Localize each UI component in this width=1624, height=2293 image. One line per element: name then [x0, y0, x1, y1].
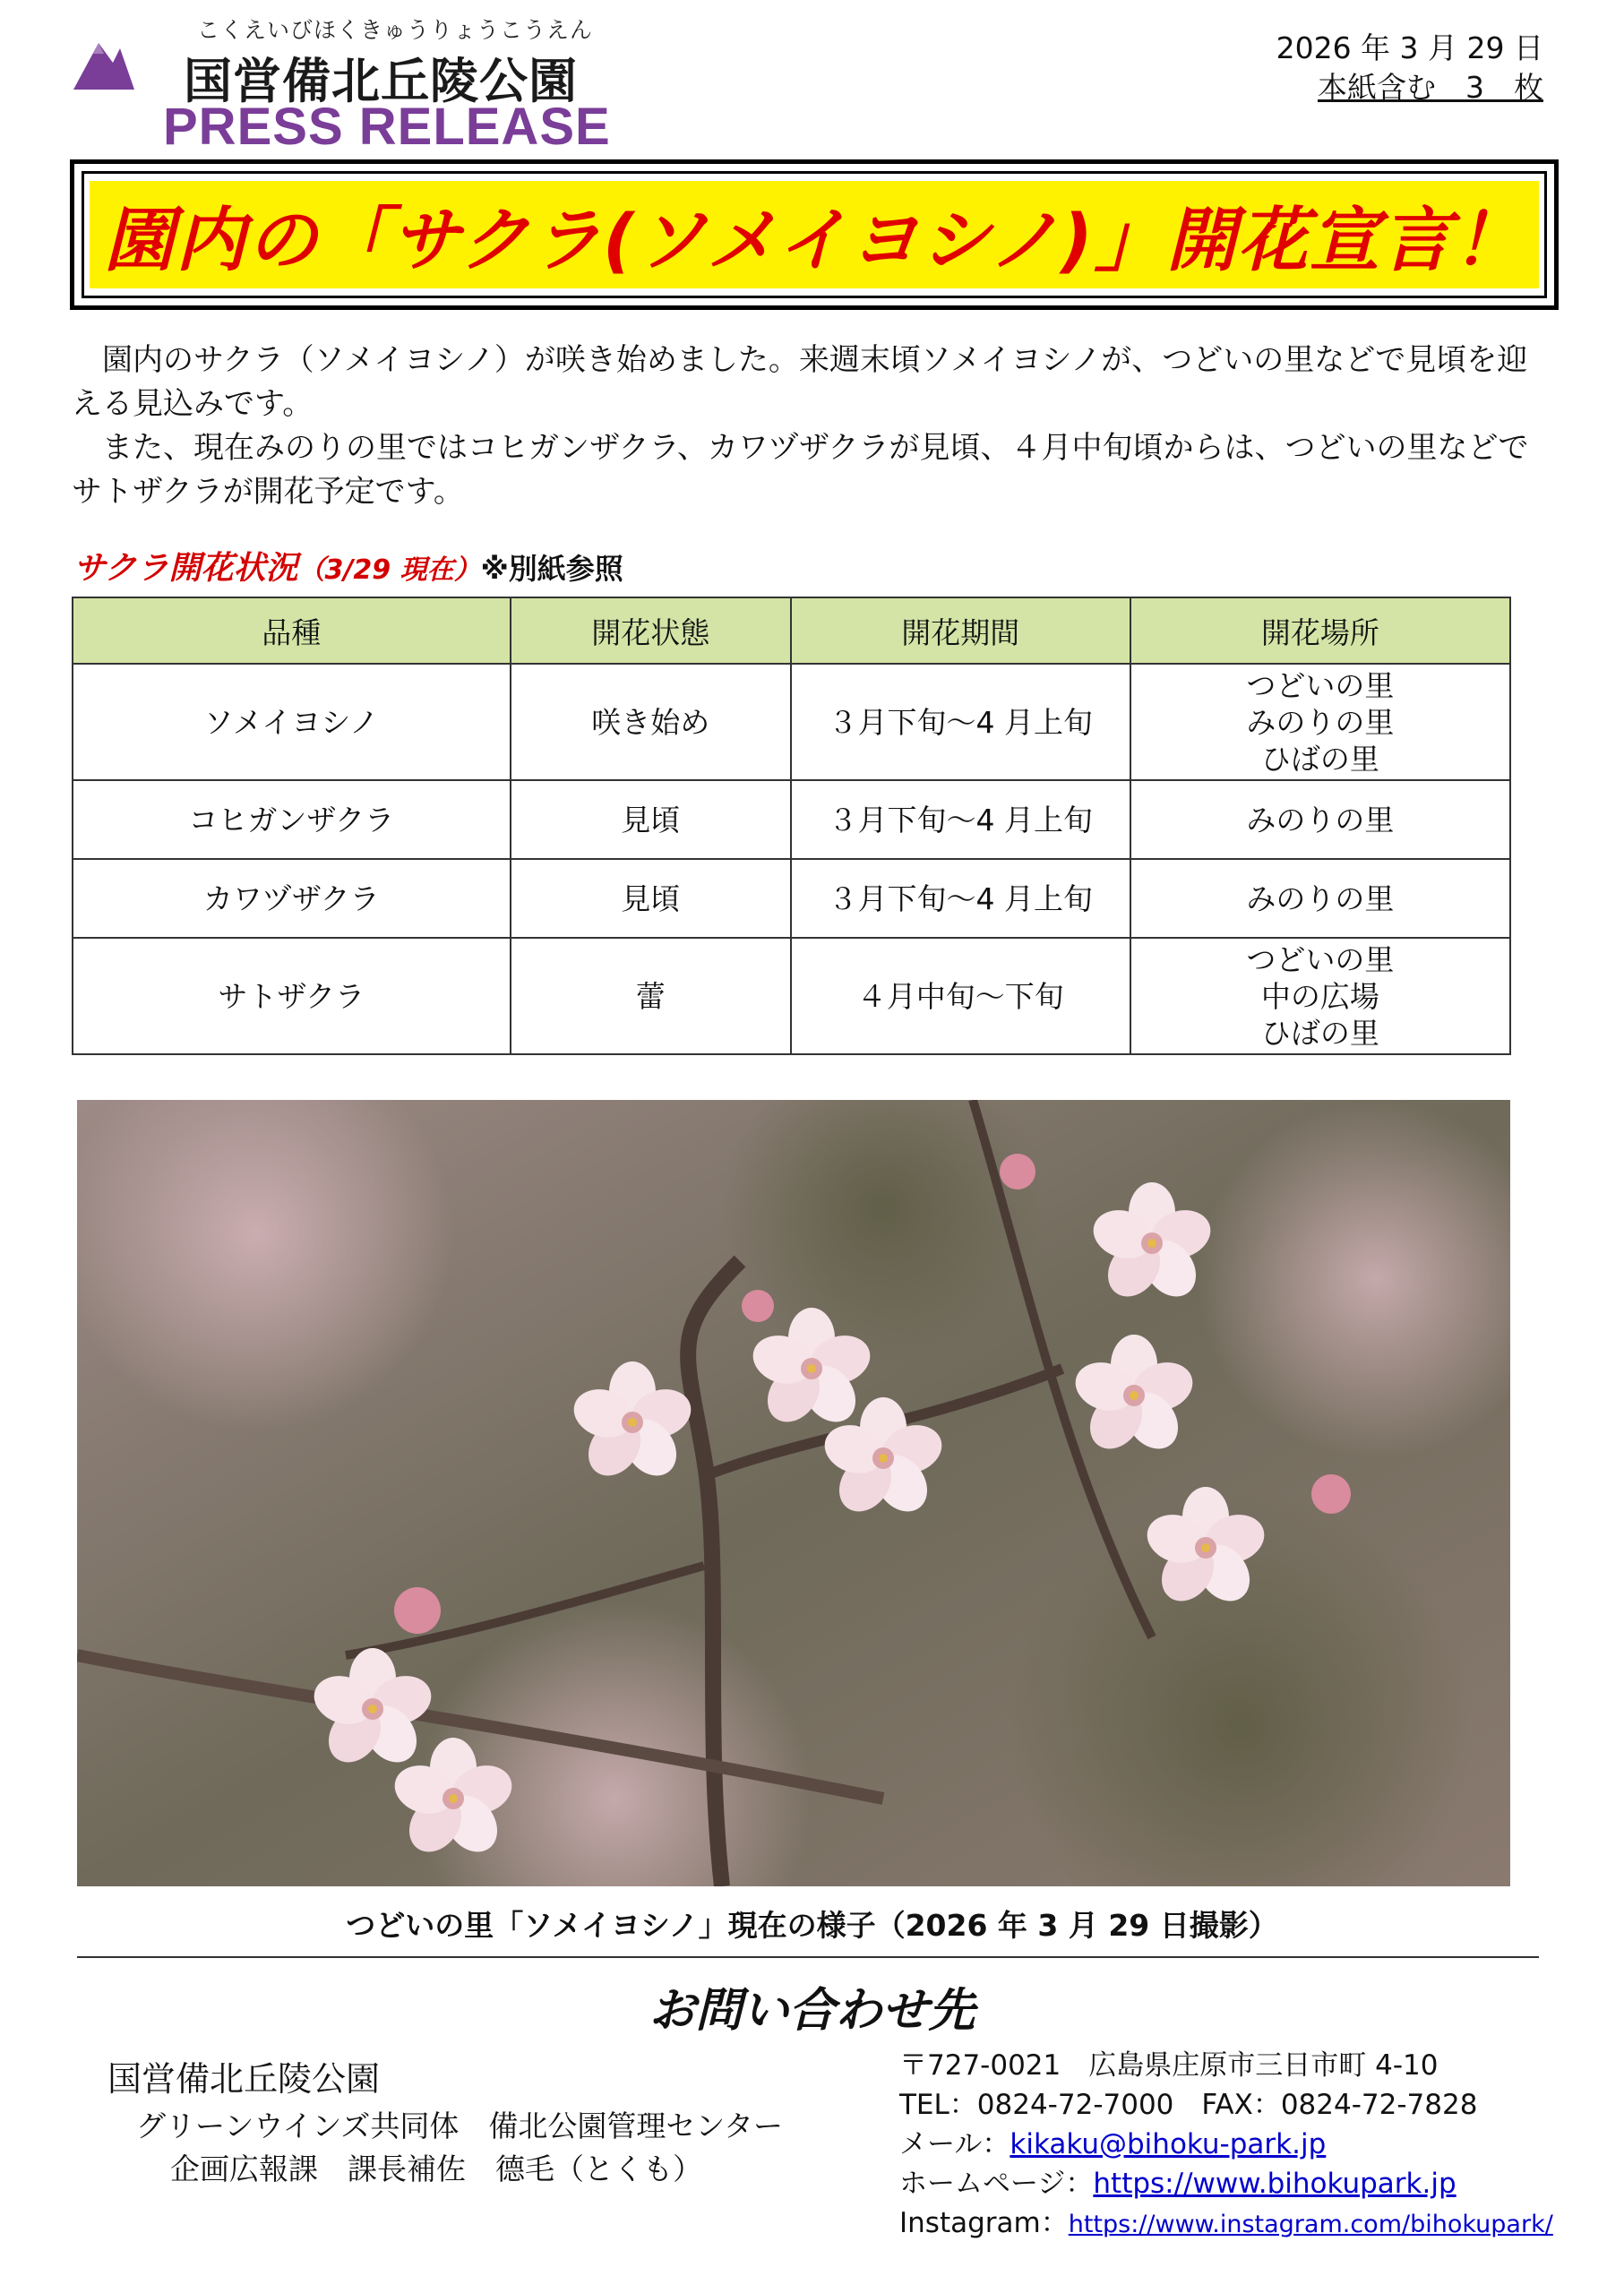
- place-item: つどいの里: [1246, 667, 1395, 703]
- cell-status: 蕾: [511, 938, 791, 1054]
- table-row: [73, 859, 1510, 938]
- page-title: 園内の「サクラ(ソメイヨシノ)」開花宣言！: [90, 181, 1539, 288]
- contact-heading: お問い合わせ先: [649, 1984, 975, 2038]
- cherry-blossom-photo: [77, 1100, 1510, 1886]
- contact-address: 〒727-0021 広島県庄原市三日市町 4-10: [899, 2049, 1439, 2082]
- cell-status: 見頃: [511, 859, 791, 938]
- cell-variety: コヒガンザクラ: [73, 780, 511, 859]
- homepage-link[interactable]: https://www.bihokupark.jp: [1093, 2168, 1456, 2200]
- web-label: ホームページ：: [899, 2168, 1094, 2200]
- table-row: [73, 664, 1510, 780]
- contact-mail-row: [899, 2121, 1326, 2161]
- cell-variety: サトザクラ: [73, 938, 511, 1054]
- paragraph-1: 園内のサクラ（ソメイヨシノ）が咲き始めました。来週末頃ソメイヨシノが、つどいの里などで見頃を迎える見込みです。: [72, 342, 1528, 422]
- contact-department: グリーンウインズ共同体 備北公園管理センター: [136, 2108, 784, 2143]
- section-heading: [73, 543, 623, 588]
- divider: [77, 1956, 1539, 1958]
- cell-period: ４月中旬〜下旬: [791, 938, 1130, 1054]
- cell-variety: ソメイヨシノ: [73, 664, 511, 780]
- section-reference: ※別紙参照: [480, 552, 623, 586]
- mail-label: メール：: [899, 2128, 1010, 2160]
- page-count: 本紙含む 3 枚: [1318, 70, 1543, 105]
- cell-variety: カワヅザクラ: [73, 859, 511, 938]
- place-item: ひばの里: [1260, 1015, 1379, 1051]
- contact-web-row: [899, 2160, 1456, 2201]
- logo-ruby: こくえいびほくきゅうりょうこうえん: [197, 17, 594, 43]
- table-header-row: [73, 597, 1510, 664]
- cell-status: 咲き始め: [511, 664, 791, 780]
- instagram-label: Instagram：: [899, 2207, 1069, 2239]
- cell-places: [1130, 664, 1510, 780]
- col-header-place: 開花場所: [1130, 597, 1510, 664]
- place-item: みのりの里: [1246, 704, 1395, 740]
- cell-places: [1130, 938, 1510, 1054]
- table-row: [73, 780, 1510, 859]
- place-item: つどいの里: [1246, 941, 1395, 977]
- instagram-link[interactable]: https://www.instagram.com/bihokupark/: [1068, 2211, 1553, 2238]
- contact-tel-fax: TEL：0824-72-7000 FAX：0824-72-7828: [899, 2089, 1478, 2121]
- cell-period: ３月下旬〜4 月上旬: [791, 664, 1130, 780]
- cell-period: ３月下旬〜4 月上旬: [791, 780, 1130, 859]
- mail-link[interactable]: kikaku@bihoku-park.jp: [1010, 2128, 1327, 2160]
- title-box: [70, 159, 1559, 310]
- col-header-status: 開花状態: [511, 597, 791, 664]
- cell-period: ３月下旬〜4 月上旬: [791, 859, 1130, 938]
- title-inner-frame: [82, 171, 1547, 298]
- place-item: ひばの里: [1260, 741, 1379, 777]
- col-header-period: 開花期間: [791, 597, 1130, 664]
- press-release-label: PRESS RELEASE: [163, 98, 611, 156]
- cell-places: みのりの里: [1130, 780, 1510, 859]
- release-date: 2026 年 3 月 29 日: [1276, 30, 1543, 65]
- cell-status: 見頃: [511, 780, 791, 859]
- park-logo-icon: [73, 27, 134, 91]
- contact-org: 国営備北丘陵公園: [107, 2059, 381, 2099]
- col-header-variety: 品種: [73, 597, 511, 664]
- paragraph-2: また、現在みのりの里ではコヒガンザクラ、カワヅザクラが見頃、４月中旬頃からは、つどいの里などでサトザクラが開花予定です。: [72, 430, 1529, 510]
- table-row: [73, 938, 1510, 1054]
- section-title: サクラ開花状況: [73, 550, 298, 587]
- place-item: 中の広場: [1260, 978, 1379, 1014]
- intro-text: [72, 339, 1550, 514]
- photo-caption: つどいの里「ソメイヨシノ」現在の様子（2026 年 3 月 29 日撮影）: [346, 1908, 1278, 1943]
- bloom-status-table: [72, 597, 1511, 1055]
- contact-person: 企画広報課 課長補佐 德毛（とくも）: [170, 2151, 702, 2186]
- logo-name: 国営備北丘陵公園: [184, 53, 578, 109]
- cell-places: みのりの里: [1130, 859, 1510, 938]
- section-date: （3/29 現在）: [297, 554, 481, 586]
- contact-instagram-row: [899, 2200, 1553, 2240]
